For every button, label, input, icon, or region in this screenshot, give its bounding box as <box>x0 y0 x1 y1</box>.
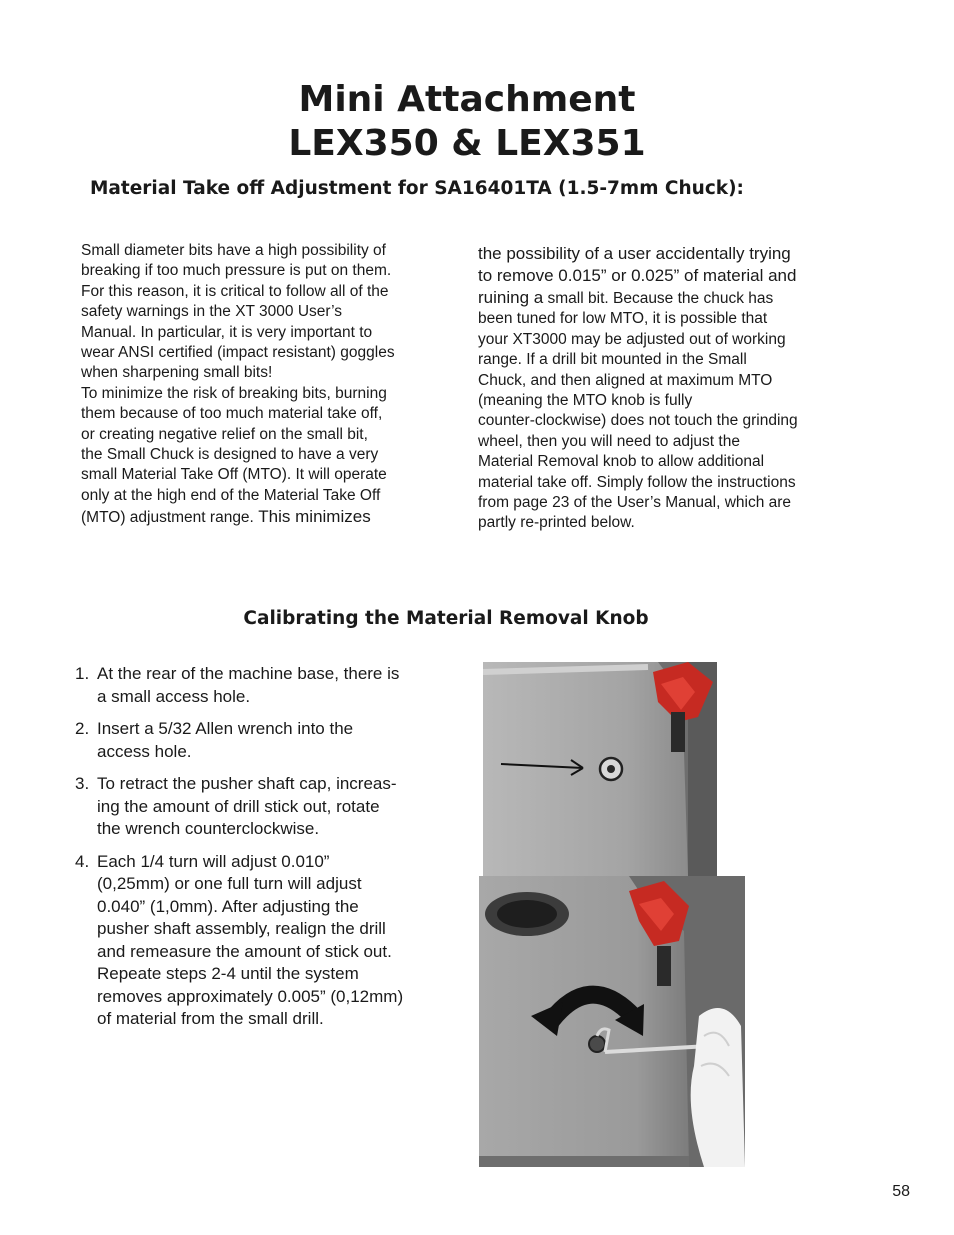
right-line: from page 23 of the User’s Manual, which are <box>478 494 792 512</box>
step-number: 3. <box>75 774 90 793</box>
right-line: material take off. Simply follow the instructions <box>478 473 796 491</box>
page-number: 58 <box>892 1183 910 1200</box>
left-line: them because of too much material take off, <box>81 405 383 423</box>
page-title-line-1: Mini Attachment <box>298 79 636 120</box>
step-item <box>75 773 403 841</box>
right-line: to remove 0.015” or 0.025” of material and <box>478 266 797 285</box>
step-item <box>75 851 403 1031</box>
right-line: your XT3000 may be adjusted out of working <box>478 330 786 348</box>
right-line: Material Removal knob to allow additional <box>478 453 765 471</box>
step-line: Each 1/4 turn will adjust 0.010” <box>97 851 330 871</box>
step-line: a small access hole. <box>97 686 251 706</box>
left-line: For this reason, it is critical to follow all of the <box>81 282 389 300</box>
right-line: partly re-printed below. <box>478 514 635 532</box>
right-line-end: small bit. Because the chuck has <box>543 290 774 307</box>
right-column <box>478 243 798 534</box>
step-line: Insert a 5/32 Allen wrench into the <box>97 719 354 738</box>
photo-allen-wrench-drawing <box>479 876 745 1167</box>
left-line: breaking if too much pressure is put on them. <box>81 262 392 280</box>
left-line: only at the high end of the Material Take Off <box>81 486 381 504</box>
subtitle: Material Take off Adjustment for SA16401TA (1.5-7mm Chuck): <box>90 178 744 199</box>
step-number: 2. <box>75 719 90 738</box>
right-line: Chuck, and then aligned at maximum MTO <box>478 371 773 389</box>
step-line: At the rear of the machine base, there is <box>97 664 400 683</box>
left-line: small Material Take Off (MTO). It will operate <box>81 466 387 484</box>
step-item <box>75 718 403 763</box>
page-title-line-2: LEX350 & LEX351 <box>288 123 646 164</box>
step-line: access hole. <box>97 741 192 761</box>
step-line: 0.040” (1,0mm). After adjusting the <box>97 896 359 916</box>
right-line: counter-clockwise) does not touch the grinding <box>478 412 798 430</box>
photo-access-hole-drawing <box>483 662 717 876</box>
step-line: (0,25mm) or one full turn will adjust <box>97 874 362 893</box>
right-line: been tuned for low MTO, it is possible that <box>478 310 768 328</box>
photo-allen-wrench <box>479 876 745 1167</box>
left-line: safety warnings in the XT 3000 User’s <box>81 303 343 321</box>
step-line: Repeate steps 2-4 until the system <box>97 964 359 983</box>
right-line: wheel, then you will need to adjust the <box>478 432 740 450</box>
step-number: 4. <box>75 851 90 871</box>
left-line-text: (MTO) adjustment range. <box>81 509 254 527</box>
photo-access-hole <box>483 662 717 876</box>
step-line: the wrench counterclockwise. <box>97 819 320 838</box>
left-line: or creating negative relief on the small bit, <box>81 425 368 443</box>
left-line: Small diameter bits have a high possibility of <box>81 242 386 259</box>
gloved-hand-icon <box>691 1008 745 1167</box>
access-hole-icon <box>600 758 622 780</box>
step-line: of material from the small drill. <box>97 1009 324 1028</box>
left-line-last <box>81 506 395 528</box>
step-item <box>75 663 403 708</box>
right-line: range. If a drill bit mounted in the Small <box>478 351 747 369</box>
step-number: 1. <box>75 664 90 683</box>
right-line: the possibility of a user accidentally trying <box>478 244 791 263</box>
left-line-tail: This minimizes <box>253 507 371 527</box>
left-line: Manual. In particular, it is very important to <box>81 323 373 341</box>
right-line-mixed <box>478 287 798 309</box>
left-line: the Small Chuck is designed to have a very <box>81 446 379 464</box>
section-heading: Calibrating the Material Removal Knob <box>243 608 649 629</box>
steps-list <box>75 663 403 1041</box>
left-column <box>81 241 395 529</box>
right-line: (meaning the MTO knob is fully <box>478 392 693 410</box>
step-line: and remeasure the amount of stick out. <box>97 941 392 961</box>
left-line: when sharpening small bits! <box>81 364 273 382</box>
step-line: removes approximately 0.005” (0,12mm) <box>97 986 404 1006</box>
step-line: To retract the pusher shaft cap, increas- <box>97 774 397 793</box>
step-line: pusher shaft assembly, realign the drill <box>97 919 386 938</box>
left-line: To minimize the risk of breaking bits, burning <box>81 384 387 402</box>
right-line-start: ruining a <box>478 288 544 307</box>
left-line: wear ANSI certified (impact resistant) goggles <box>81 344 395 362</box>
step-line: ing the amount of drill stick out, rotate <box>97 796 380 816</box>
